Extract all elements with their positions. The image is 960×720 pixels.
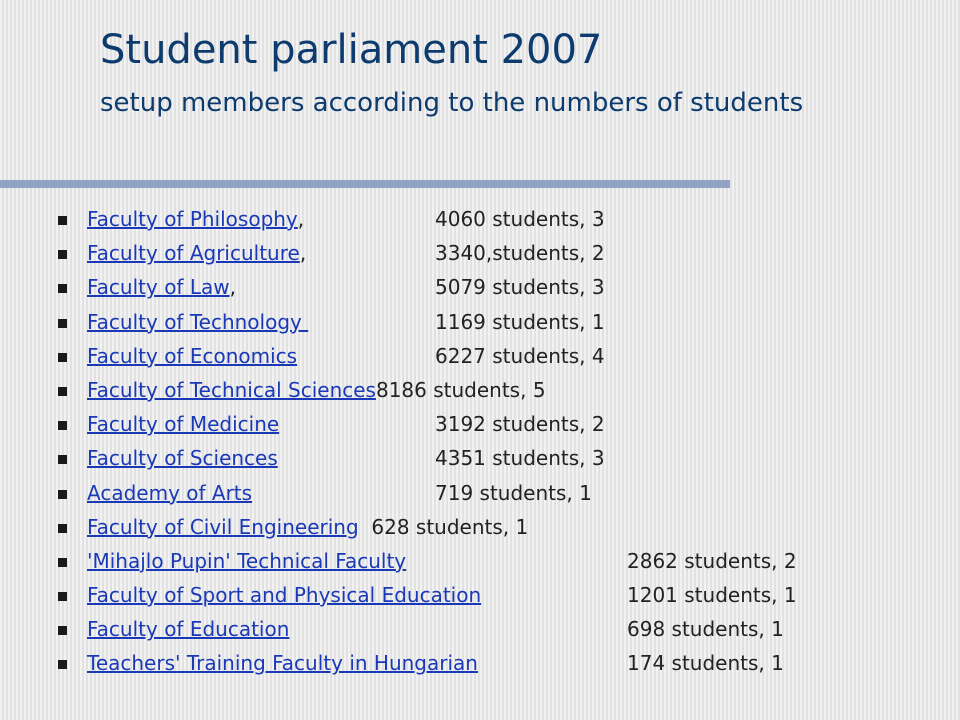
student-count: 628 students, 1	[371, 514, 529, 539]
square-bullet-icon	[58, 455, 67, 464]
faculty-link[interactable]: Faculty of Education	[87, 617, 290, 642]
square-bullet-icon	[58, 421, 67, 430]
title-subtitle: setup members according to the numbers of students	[100, 88, 804, 118]
square-bullet-icon	[58, 490, 67, 499]
faculty-link[interactable]: 'Mihajlo Pupin' Technical Faculty	[87, 548, 407, 573]
student-count: 8186 students, 5	[375, 377, 546, 402]
faculty-list	[0, 202, 960, 681]
list-item	[0, 544, 960, 578]
list-item	[0, 441, 960, 475]
square-bullet-icon	[58, 558, 67, 567]
square-bullet-icon	[58, 353, 67, 362]
square-bullet-icon	[58, 319, 67, 328]
faculty-link[interactable]: Faculty of Law	[87, 275, 230, 300]
list-item	[0, 476, 960, 510]
student-count: 4060 students, 3	[435, 207, 605, 231]
faculty-link[interactable]: Faculty of Sciences	[87, 446, 278, 471]
square-bullet-icon	[58, 250, 67, 259]
faculty-link[interactable]: Faculty of Technology	[87, 309, 309, 334]
student-count: 174 students, 1	[627, 651, 784, 676]
square-bullet-icon	[58, 626, 67, 635]
faculty-link[interactable]: Faculty of Economics	[87, 343, 298, 368]
list-item	[0, 407, 960, 441]
list-item	[0, 305, 960, 339]
student-count: 3192 students, 2	[435, 412, 605, 437]
student-count: 698 students, 1	[627, 617, 784, 642]
faculty-link[interactable]: Faculty of Civil Engineering	[87, 514, 359, 539]
student-count: 1169 students, 1	[435, 309, 605, 334]
list-item	[0, 339, 960, 373]
list-item	[0, 612, 960, 646]
list-item: Faculty of Philosophy, 4060 students, 3	[0, 202, 960, 236]
title-divider	[0, 180, 730, 188]
title-main: Student parliament 2007	[100, 27, 603, 73]
faculty-link[interactable]: Faculty of Agriculture	[87, 241, 300, 266]
faculty-link[interactable]: Faculty of Philosophy	[87, 207, 298, 231]
list-item	[0, 373, 960, 407]
student-count: 1201 students, 1	[627, 583, 797, 608]
faculty-link[interactable]: Academy of Arts	[87, 480, 253, 505]
slide-title	[100, 24, 920, 130]
list-item	[0, 578, 960, 612]
faculty-link[interactable]: Faculty of Sport and Physical Education	[87, 583, 482, 608]
faculty-link[interactable]: Faculty of Technical Sciences	[87, 377, 376, 402]
list-item	[0, 646, 960, 680]
square-bullet-icon	[58, 524, 67, 533]
student-count: 4351 students, 3	[435, 446, 605, 471]
list-item	[0, 510, 960, 544]
faculty-link[interactable]: Teachers' Training Faculty in Hungarian	[87, 651, 478, 676]
student-count: 719 students, 1	[435, 480, 592, 505]
list-item: Faculty of Law, 5079 students, 3	[0, 270, 960, 304]
square-bullet-icon	[58, 592, 67, 601]
list-item: Faculty of Agriculture, 3340,students, 2	[0, 236, 960, 270]
square-bullet-icon	[58, 387, 67, 396]
student-count: 5079 students, 3	[435, 275, 605, 300]
square-bullet-icon	[58, 660, 67, 669]
square-bullet-icon	[58, 216, 67, 225]
square-bullet-icon	[58, 284, 67, 293]
student-count: 3340,students, 2	[435, 241, 605, 266]
student-count: 6227 students, 4	[435, 343, 605, 368]
student-count: 2862 students, 2	[627, 548, 797, 573]
faculty-link[interactable]: Faculty of Medicine	[87, 412, 280, 437]
